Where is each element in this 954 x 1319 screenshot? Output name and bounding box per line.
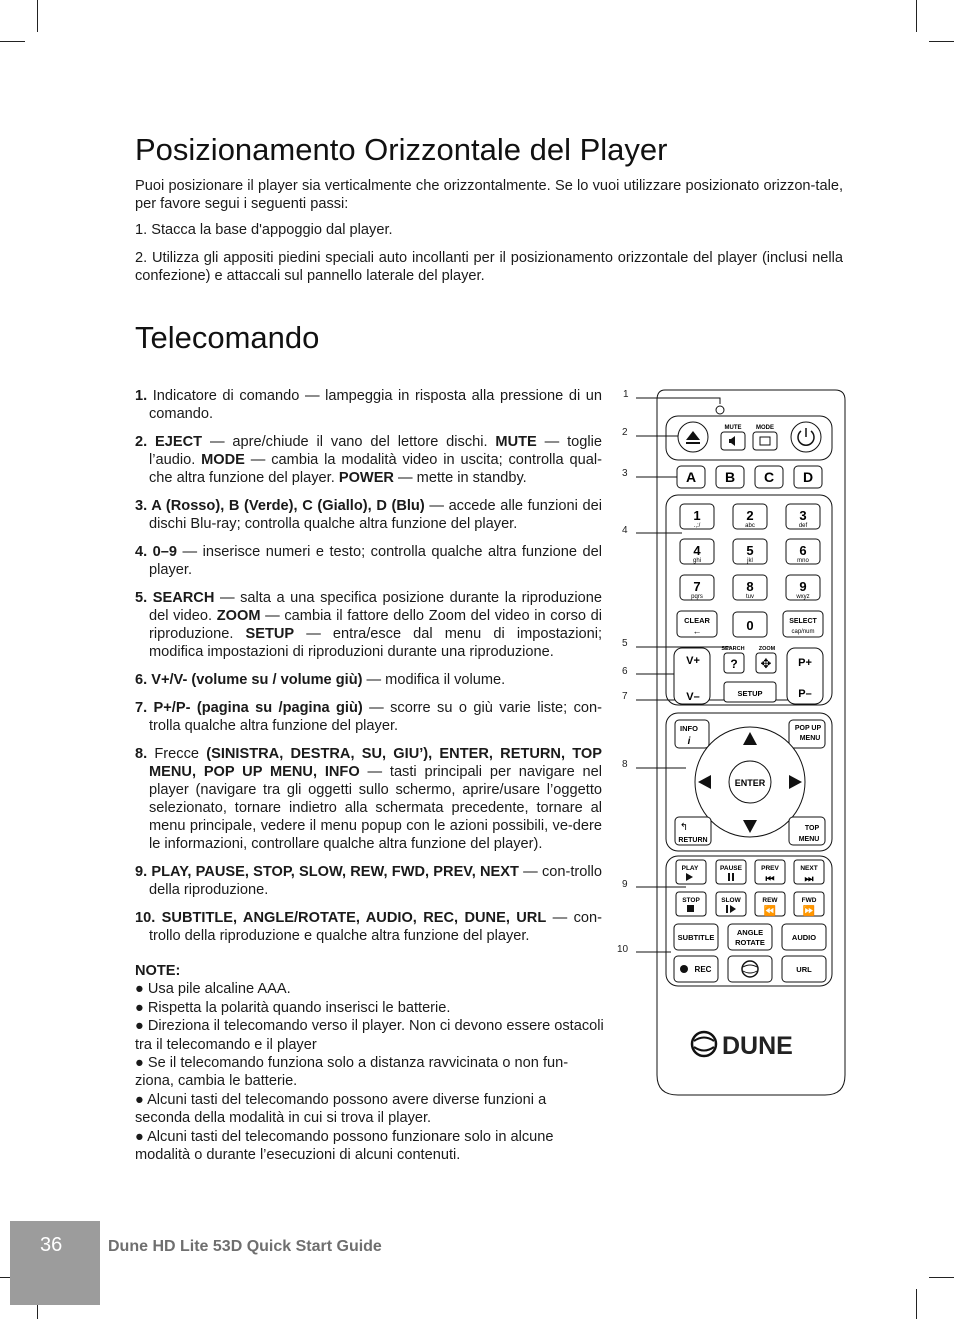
digit-label: 1: [693, 508, 701, 523]
record-icon: [680, 965, 688, 973]
remote-key-list: [135, 387, 602, 955]
indicator-led: [716, 406, 724, 414]
dune-button[interactable]: [728, 956, 772, 982]
digit-sub-label: ghi: [692, 558, 702, 564]
list-item: 3. A (Rosso), B (Verde), C (Giallo), D (Blu) — accede alle funzioni dei dischi Blu-ray; controlla qualche altra funzione del player.: [135, 498, 602, 532]
mute-label: MUTE: [724, 425, 742, 431]
callout-label: 5: [622, 638, 628, 649]
angle-label: ANGLE: [736, 928, 764, 937]
mode-button[interactable]: [753, 425, 777, 450]
rec-label: REC: [694, 965, 712, 974]
power-button[interactable]: [791, 422, 821, 452]
digit-6-button[interactable]: [786, 539, 820, 564]
callout-label: 7: [622, 691, 628, 702]
zoom-button[interactable]: [756, 653, 776, 673]
button-a-label: A: [685, 469, 697, 485]
callout-label: 2: [622, 427, 628, 438]
prev-label: PREV: [761, 865, 779, 872]
page-up-button[interactable]: P+: [798, 657, 812, 669]
leader-line: [636, 398, 720, 404]
rewind-icon: ⏪: [763, 906, 777, 917]
page-down-button[interactable]: P–: [798, 688, 812, 700]
crop-mark: [37, 0, 38, 32]
digit-4-button[interactable]: [680, 539, 714, 564]
digit-7-button[interactable]: [680, 575, 714, 600]
stop-button[interactable]: [676, 892, 706, 916]
crop-mark: [929, 41, 954, 42]
search-button[interactable]: [724, 653, 744, 673]
note-item: ● Se il telecomando funziona solo a distanza ravvicinata o non fun-ziona, cambia le batterie.: [135, 1055, 569, 1090]
rotate-label: ROTATE: [735, 938, 765, 947]
digit-label: 7: [693, 579, 701, 594]
enter-label: ENTER: [734, 778, 766, 788]
setup-button[interactable]: [724, 682, 776, 702]
note-item: ● Alcuni tasti del telecomando possono funzionare solo in alcune modalità o durante l’esecuzioni di alcuni contenuti.: [135, 1128, 554, 1164]
digit-sub-label: def: [798, 523, 808, 529]
crop-mark: [916, 0, 917, 32]
info-label: INFO: [680, 724, 698, 733]
button-d-label: D: [802, 469, 814, 485]
zoom-label: ZOOM: [758, 646, 776, 652]
digit-sub-label: tuv: [745, 594, 755, 600]
next-button[interactable]: [794, 860, 824, 885]
remote-illustration: [600, 380, 860, 1100]
footer-title: Dune HD Lite 53D Quick Start Guide: [108, 1238, 382, 1255]
top-label: MENU: [798, 836, 820, 843]
eject-button[interactable]: [678, 422, 708, 452]
select-button[interactable]: [783, 611, 823, 637]
digit-label: 8: [746, 579, 754, 594]
setup-label: SETUP: [737, 689, 763, 698]
popup-menu-button[interactable]: [789, 720, 825, 748]
list-item: 7. P+/P- (pagina su /pagina giù) — scorre su o giù varie liste; con-trolla qualche altra funzione del player.: [135, 700, 602, 734]
volume-up-button[interactable]: V+: [686, 655, 700, 667]
callout-label: 10: [617, 944, 629, 955]
move-icon: ✥: [760, 656, 772, 671]
question-icon: ?: [730, 657, 738, 671]
digit-3-button[interactable]: [786, 504, 820, 529]
subtitle-label: SUBTITLE: [677, 933, 715, 942]
play-label: PLAY: [681, 865, 699, 872]
url-label: URL: [796, 965, 812, 974]
digit-sub-label: mno: [797, 558, 809, 564]
digit-sub-label: pqrs: [691, 594, 703, 600]
audio-button[interactable]: [782, 924, 826, 950]
digit-9-button[interactable]: [786, 575, 820, 600]
callout-label: 8: [622, 759, 628, 770]
search-label: SEARCH: [721, 646, 745, 652]
dune-brand-icon: [692, 1032, 716, 1056]
intro-paragraph: Puoi posizionare il player sia verticalmente che orizzontalmente. Se lo vuoi utilizzare posizionato orizzon-tale, per favore segui i seguenti passi:: [135, 178, 843, 212]
digit-8-button[interactable]: [733, 575, 767, 600]
fast-forward-icon: ⏩: [802, 906, 816, 917]
clear-button[interactable]: [677, 611, 717, 637]
digit-label: 0: [746, 618, 754, 633]
callout-label: 3: [622, 468, 628, 479]
step-1: 1. Stacca la base d'appoggio dal player.: [135, 222, 393, 238]
fwd-button[interactable]: [794, 892, 824, 917]
button-c-label: C: [763, 469, 775, 485]
audio-label: AUDIO: [791, 933, 817, 942]
top-label: TOP: [804, 825, 820, 832]
volume-down-button[interactable]: V–: [686, 691, 700, 703]
list-item: 2. EJECT — apre/chiude il vano del lettore dischi. MUTE — toglie l’audio. MODE — cambia la modalità video in uscita; controlla qual-che altra funzione del player. POWER — mette in standby.: [135, 434, 602, 486]
digit-sub-label: abc: [745, 523, 755, 529]
notes-title: NOTE:: [135, 963, 181, 979]
rec-button[interactable]: [674, 956, 718, 982]
play-button[interactable]: [676, 860, 706, 884]
list-item: 9. PLAY, PAUSE, STOP, SLOW, REW, FWD, PREV, NEXT — con-trollo della riproduzione.: [135, 864, 602, 898]
step-2: 2. Utilizza gli appositi piedini speciali auto incollanti per il posizionamento orizzontale del player (inclusi nella confezione) e attaccali sul pannello laterale del player.: [135, 250, 843, 284]
page-number: 36: [40, 1234, 63, 1256]
list-item: 4. 0–9 — inserisce numeri e testo; controlla qualche altra funzione del player.: [135, 544, 602, 578]
list-item: 8. Frecce (SINISTRA, DESTRA, SU, GIU’), ENTER, RETURN, TOP MENU, POP UP MENU, INFO — tasti principali per navigare nel player (navigare tra gli oggetti sullo schermo, aprire/usare l’oggetto selezionato, tornare indietro alla schermata precedente, tornare al menu principale, vedere il menu popup con le azioni possibili, ve-dere le informazioni, controllare qualche altra funzione del player).: [135, 746, 602, 852]
note-item: ● Alcuni tasti del telecomando possono avere diverse funzioni a seconda della modalità in cui si trova il player.: [135, 1091, 547, 1127]
arrow-left-icon: ←: [692, 626, 702, 636]
digit-label: 6: [799, 543, 807, 558]
pause-label: PAUSE: [720, 865, 742, 872]
skip-forward-icon: ⏭: [804, 874, 814, 885]
note-item: ● Direziona il telecomando verso il player. Non ci devono essere ostacoli tra il telecomando e il player: [135, 1018, 604, 1053]
digit-sub-label: .,:/: [693, 523, 701, 529]
popup-label: POP UP: [794, 725, 822, 732]
next-label: NEXT: [800, 865, 818, 872]
popup-label: MENU: [799, 735, 821, 742]
callout-label: 1: [623, 389, 629, 400]
skip-back-icon: ⏮: [765, 874, 775, 885]
prev-button[interactable]: [755, 860, 785, 885]
digit-sub-label: wxyz: [796, 594, 810, 600]
digit-2-button[interactable]: [733, 504, 767, 529]
section-title-horizontal: Posizionamento Orizzontale del Player: [135, 132, 668, 167]
digit-label: 2: [746, 508, 754, 523]
crop-mark: [0, 41, 25, 42]
crop-mark: [916, 1289, 917, 1319]
section-title-remote: Telecomando: [135, 320, 320, 355]
callout-label: 9: [622, 879, 628, 890]
digit-0-button[interactable]: [733, 612, 767, 637]
return-icon: ↰: [679, 822, 689, 833]
stop-label: STOP: [682, 897, 700, 904]
return-label: RETURN: [678, 837, 708, 844]
digit-label: 5: [746, 543, 754, 558]
list-item: 5. SEARCH — salta a una specifica posizione durante la riproduzione del video. ZOOM — cambia il fattore dello Zoom del video in corso di riproduzione. SETUP — entra/esce dal menu di impostazioni; modifica impostazioni di riproduzioni durante una riproduzione.: [135, 590, 602, 660]
return-button[interactable]: [675, 817, 711, 845]
notes: [135, 962, 605, 1164]
mode-label: MODE: [756, 425, 774, 431]
note-item: ● Usa pile alcaline AAA.: [135, 981, 291, 998]
pause-icon: [728, 873, 730, 881]
subtitle-button[interactable]: [674, 924, 718, 950]
list-item: 6. V+/V- (volume su / volume giù) — modifica il volume.: [135, 672, 506, 688]
button-d[interactable]: [794, 466, 822, 488]
note-item: ● Rispetta la polarità quando inserisci le batterie.: [135, 999, 451, 1016]
pause-button[interactable]: [716, 860, 746, 884]
button-b[interactable]: [716, 466, 744, 488]
digit-label: 4: [693, 543, 701, 558]
brand-wordmark: DUNE: [722, 1032, 793, 1060]
info-button[interactable]: [675, 720, 709, 748]
digit-label: 3: [799, 508, 807, 523]
digit-sub-label: jkl: [747, 558, 753, 564]
callout-label: 6: [622, 666, 628, 677]
stop-icon: [687, 905, 694, 912]
list-item: 10. SUBTITLE, ANGLE/ROTATE, AUDIO, REC, DUNE, URL — con-trollo della riproduzione e qualche altra funzione del player.: [135, 910, 603, 944]
url-button[interactable]: [782, 956, 826, 982]
slow-button[interactable]: [716, 892, 746, 916]
info-icon: i: [687, 736, 691, 747]
digit-label: 9: [799, 579, 807, 594]
fwd-label: FWD: [801, 897, 817, 904]
button-c[interactable]: [755, 466, 783, 488]
select-label: SELECT: [789, 618, 817, 625]
dune-logo: [692, 1032, 793, 1060]
angle-rotate-button[interactable]: [728, 924, 772, 950]
select-sub-label: cap/num: [791, 629, 815, 635]
mute-button[interactable]: [721, 425, 745, 450]
top-menu-button[interactable]: [789, 817, 825, 845]
digit-1-button[interactable]: [680, 504, 714, 529]
clear-label: CLEAR: [684, 616, 710, 625]
button-a[interactable]: [677, 466, 705, 488]
callout-label: 4: [622, 525, 628, 536]
crop-mark: [929, 1277, 954, 1278]
enter-button[interactable]: [729, 761, 771, 803]
button-b-label: B: [724, 469, 736, 485]
slow-icon: [726, 905, 728, 913]
rew-button[interactable]: [755, 892, 785, 917]
slow-label: SLOW: [721, 897, 741, 904]
digit-5-button[interactable]: [733, 539, 767, 564]
rew-label: REW: [762, 897, 778, 904]
list-item: 1. Indicatore di comando — lampeggia in risposta alla pressione di un comando.: [135, 388, 602, 422]
